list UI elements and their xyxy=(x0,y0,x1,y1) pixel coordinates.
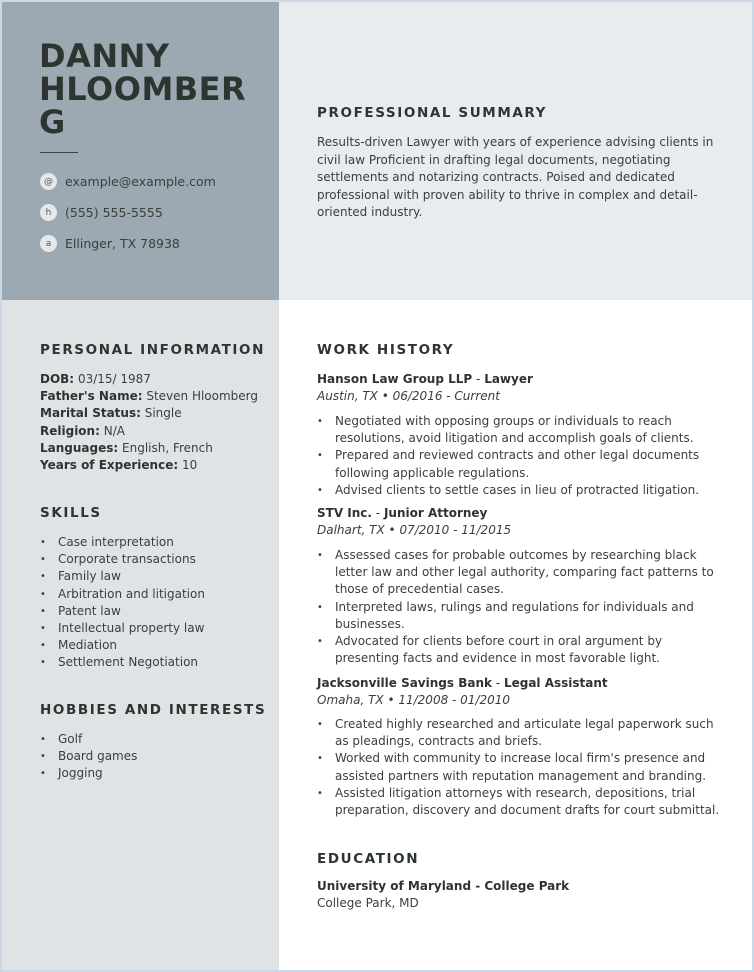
job-company: Jacksonville Savings Bank xyxy=(317,676,492,690)
skills-title: SKILLS xyxy=(40,505,102,521)
job-bullet: • Assisted litigation attorneys with research, depositions, trial preparation, discovery and document drafts for court submittal. xyxy=(317,785,727,819)
skill-item: • Corporate transactions xyxy=(40,551,270,568)
job-bullets xyxy=(317,547,727,667)
info-label: DOB: xyxy=(40,372,75,386)
info-label: Religion: xyxy=(40,423,100,438)
job-bullets xyxy=(317,413,727,499)
job-meta: Omaha, TX • 11/2008 - 01/2010 xyxy=(317,693,511,707)
job-role: Junior Attorney xyxy=(383,506,488,520)
hobby-item: • Golf xyxy=(40,731,270,748)
contact-email[interactable] xyxy=(40,173,216,190)
info-value: 10 xyxy=(181,458,198,473)
job-role: Lawyer xyxy=(484,372,533,386)
job-meta: Austin, TX • 06/2016 - Current xyxy=(317,389,500,403)
job-company: STV Inc. xyxy=(317,506,372,520)
info-row xyxy=(40,405,270,422)
education-title: EDUCATION xyxy=(317,851,420,867)
job-location: Austin, TX xyxy=(317,389,378,403)
personal-info-list xyxy=(40,371,270,474)
job-bullet: • Interpreted laws, rulings and regulations for individuals and businesses. xyxy=(317,599,727,633)
contact-address xyxy=(40,235,180,252)
contact-phone[interactable] xyxy=(40,204,163,221)
hobbies-title: HOBBIES AND INTERESTS xyxy=(40,702,267,718)
info-row xyxy=(40,371,270,388)
info-value: 03/15/ 1987 xyxy=(77,372,151,386)
skill-item: • Intellectual property law xyxy=(40,620,270,637)
job-bullet: • Worked with community to increase local firm's presence and assisted partners with reputation management and branding. xyxy=(317,750,727,784)
job-bullet: • Advocated for clients before court in oral argument by presenting facts and evidence in most favorable light. xyxy=(317,633,727,667)
job-bullet: • Advised clients to settle cases in lieu of protracted litigation. xyxy=(317,482,727,499)
skill-item: • Mediation xyxy=(40,637,270,654)
info-row xyxy=(40,440,270,457)
work-history-title: WORK HISTORY xyxy=(317,342,455,358)
skill-item: • Family law xyxy=(40,568,270,585)
name-divider xyxy=(40,152,78,153)
hobby-item: • Board games xyxy=(40,748,270,765)
info-row xyxy=(40,457,270,474)
candidate-name xyxy=(39,37,269,141)
skill-item: • Patent law xyxy=(40,603,270,620)
job-bullet: • Created highly researched and articulate legal paperwork such as pleadings, contracts and briefs. xyxy=(317,716,727,750)
info-row xyxy=(40,388,270,405)
info-label: Father's Name: xyxy=(40,389,143,404)
phone-icon: h xyxy=(40,204,57,221)
contact-address-text: Ellinger, TX 78938 xyxy=(65,236,180,251)
name-line: HLOOMBER xyxy=(39,70,247,108)
skills-list xyxy=(40,534,270,672)
job-bullet: • Assessed cases for probable outcomes by researching black letter law and other legal authority, comparing fact patterns to those of precedential cases. xyxy=(317,547,727,599)
info-value: Steven Hloomberg xyxy=(146,389,259,404)
info-label: Marital Status: xyxy=(40,406,141,421)
job-meta: Dalhart, TX • 07/2010 - 11/2015 xyxy=(317,523,512,537)
job-dates: 06/2016 - Current xyxy=(392,389,500,403)
hobbies-list xyxy=(40,731,270,783)
info-value: English, French xyxy=(122,440,213,455)
job-heading: Hanson Law Group LLP - Lawyer xyxy=(317,372,533,386)
job-dates: 11/2008 - 01/2010 xyxy=(398,693,511,707)
email-icon: @ xyxy=(40,173,57,190)
job-role: Legal Assistant xyxy=(503,676,608,690)
address-icon: a xyxy=(40,235,57,252)
info-label: Years of Experience: xyxy=(40,458,179,473)
education-location: College Park, MD xyxy=(317,896,419,910)
job-location: Dalhart, TX xyxy=(317,523,385,537)
personal-info-title: PERSONAL INFORMATION xyxy=(40,342,266,358)
name-line: G xyxy=(39,103,66,141)
skill-item: • Settlement Negotiation xyxy=(40,654,270,671)
job-company: Hanson Law Group LLP xyxy=(317,372,473,386)
job-bullet: • Prepared and reviewed contracts and other legal documents following applicable regulations. xyxy=(317,447,727,481)
info-value: N/A xyxy=(103,423,125,438)
contact-phone-text: (555) 555-5555 xyxy=(65,205,163,220)
hobby-item: • Jogging xyxy=(40,765,270,782)
info-label: Languages: xyxy=(40,440,119,455)
info-row xyxy=(40,423,270,440)
job-heading: Jacksonville Savings Bank - Legal Assistant xyxy=(317,676,608,690)
job-bullets xyxy=(317,716,727,819)
summary-title: PROFESSIONAL SUMMARY xyxy=(317,105,548,121)
job-location: Omaha, TX xyxy=(317,693,384,707)
job-dates: 07/2010 - 11/2015 xyxy=(399,523,512,537)
skill-item: • Arbitration and litigation xyxy=(40,586,270,603)
skill-item: • Case interpretation xyxy=(40,534,270,551)
job-heading: STV Inc. - Junior Attorney xyxy=(317,506,488,520)
job-bullet: • Negotiated with opposing groups or individuals to reach resolutions, avoid litigation and accomplish goals of clients. xyxy=(317,413,727,447)
info-value: Single xyxy=(144,406,182,421)
education-school: University of Maryland - College Park xyxy=(317,879,570,893)
summary-text: Results-driven Lawyer with years of experience advising clients in civil law Proficient in drafting legal documents, negotiating settlements and notarizing contracts. Poised and dedicated professional with proven ability to thrive in complex and detail-oriented industry. xyxy=(317,135,714,219)
contact-email-text: example@example.com xyxy=(65,174,216,189)
name-line: DANNY xyxy=(39,37,170,75)
